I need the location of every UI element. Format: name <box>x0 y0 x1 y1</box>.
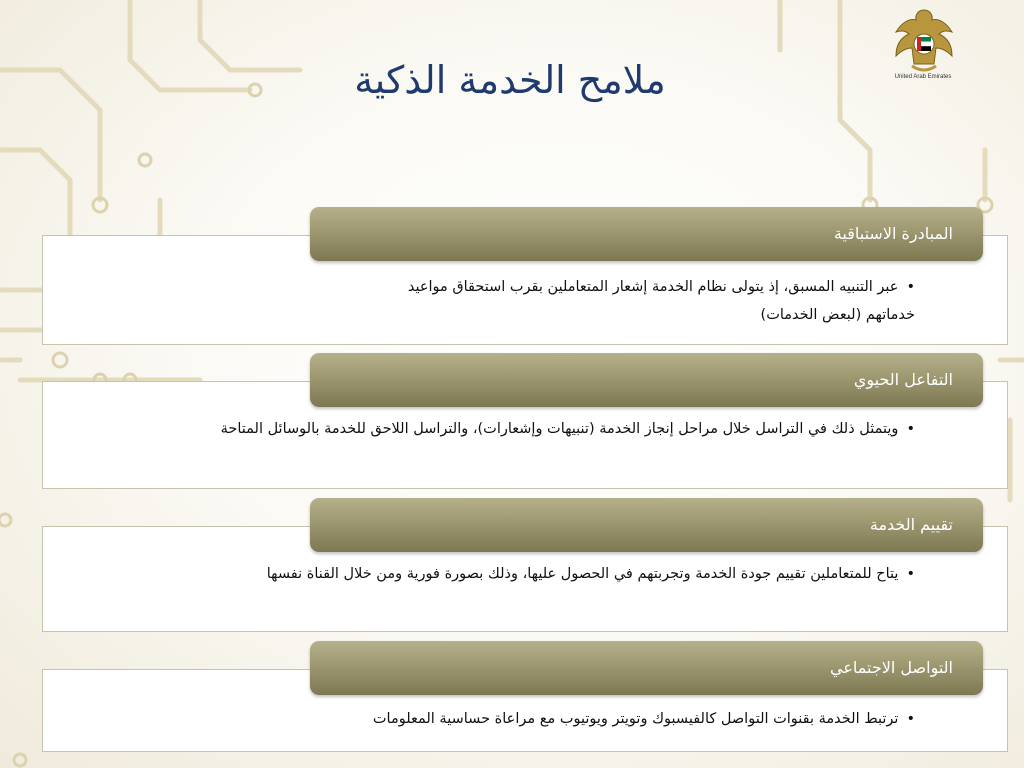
feature-section-rating <box>42 498 1008 631</box>
feature-section-interaction <box>42 353 1008 488</box>
bullet-icon: • <box>906 711 915 727</box>
feature-section-proactive <box>42 207 1008 344</box>
section-heading: تقييم الخدمة <box>869 515 953 534</box>
section-bullet-text <box>135 562 915 586</box>
bullet-icon: • <box>906 566 915 582</box>
section-body-text: ترتبط الخدمة بقنوات التواصل كالفيسبوك وتويتر ويوتيوب مع مراعاة حساسية المعلومات <box>372 711 899 727</box>
section-header-bar <box>310 353 983 407</box>
section-body-text: يتاح للمتعاملين تقييم جودة الخدمة وتجربتهم في الحصول عليها، وذلك بصورة فورية ومن خلال القناة نفسها <box>266 566 899 582</box>
section-header-bar <box>310 207 983 261</box>
section-bullet-text <box>395 273 915 329</box>
section-header-bar <box>310 641 983 695</box>
bullet-icon: • <box>906 279 915 295</box>
section-heading: المبادرة الاستباقية <box>833 224 953 243</box>
section-bullet-text <box>155 417 915 441</box>
feature-section-social <box>42 641 1008 751</box>
section-header-bar <box>310 498 983 552</box>
page-title: ملامح الخدمة الذكية <box>354 58 666 102</box>
logo-caption: United Arab Emirates <box>894 74 952 80</box>
section-heading: التفاعل الحيوي <box>853 370 953 389</box>
section-body-text: ويتمثل ذلك في التراسل خلال مراحل إنجاز الخدمة (تنبيهات وإشعارات)، والتراسل اللاحق للخدمة بالوسائل المتاحة <box>220 421 899 437</box>
section-body-text: عبر التنبيه المسبق، إذ يتولى نظام الخدمة إشعار المتعاملين بقرب استحقاق مواعيد خدماتهم (لبعض الخدمات) <box>407 279 915 323</box>
bullet-icon: • <box>906 421 915 437</box>
section-heading: التواصل الاجتماعي <box>830 658 953 677</box>
section-bullet-text <box>195 705 915 733</box>
